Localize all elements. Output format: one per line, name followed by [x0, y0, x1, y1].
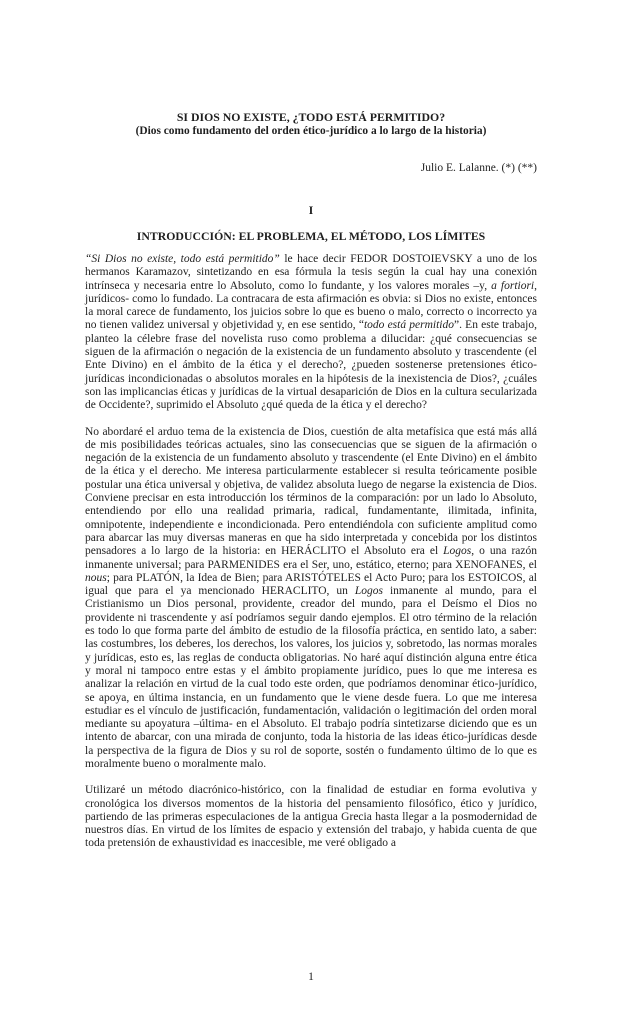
page-number: 1 — [308, 971, 314, 983]
text-segment: ; para PLATÓN, la Idea de Bien; para ARISTÓTELES el Acto Puro; para los ESTOICOS, al igual que para el ya mencionado HERACLITO, un — [85, 571, 537, 598]
paragraph-intro-thesis — [85, 253, 537, 413]
text-segment: , o una razón inmanente universal; para PARMENIDES era el Ser, uno, estático, eterno; para XENOFANES, el — [85, 545, 537, 571]
author-line: Julio E. Lalanne. (*) (**) — [420, 162, 537, 174]
text-segment: le hace decir FEDOR DOSTOIEVSKY a uno de los hermanos Karamazov, sintetizando en esa fórmula la tesis según la cual hay una conexión intrínseca y necesaria entre lo Absoluto, como lo fundante, y los valores morales –y, — [85, 253, 537, 292]
text-segment: “Si Dios no existe, todo está permitido” — [85, 253, 280, 265]
text-segment: todo está permitido — [363, 319, 454, 332]
paragraph-method — [85, 784, 537, 850]
text-segment: nous — [85, 571, 107, 584]
text-segment: Logos — [443, 545, 472, 558]
text-segment: Utilizaré un método diacrónico-histórico, con la finalidad de estudiar en forma evolutiva y cronológica los diversos momentos de la historia del pensamiento filosófico, ético y jurídico, partiendo de las primeras especulaciones de la antigua Grecia hasta llegar a la posmodernidad de nuestros días. En virtud de los límites de espacio y extensión del trabajo, y habida cuenta de que toda pretensión de exhaustividad es inaccesible, me veré obligado a — [85, 784, 537, 850]
section-number: I — [308, 203, 314, 217]
text-segment: ”. En este trabajo, planteo la célebre frase del novelista ruso como problema a dilucidar: ¿qué consecuencias se siguen de la afirmación o negación de la existencia de un fundamento absoluto y trascendente (el Ente Divino) en el ámbito de la ética y el derecho?, ¿pueden sostenerse pretensiones ético-jurídicas incondicionadas o absolutos morales en la hipótesis de la inexistencia de Dios?, ¿cuáles son las implicancias éticas y jurídicas de la virtual desaparición de Dios en la cultura secularizada de Occidente?, suprimido el Absoluto ¿qué queda de la ética y el derecho? — [85, 319, 537, 412]
text-segment: a fortiori — [491, 279, 535, 292]
section-heading: INTRODUCCIÓN: EL PROBLEMA, EL MÉTODO, LOS LÍMITES — [136, 229, 486, 243]
text-segment: inmanente al mundo, para el Cristianismo un Dios personal, providente, creador del mundo, para el Deísmo el Dios no providente ni trascendente y así podríamos seguir dando ejemplos. El otro término de la relación es todo lo que forma parte del ámbito de estudio de la filosofía práctica, en sentido lato, a saber: las costumbres, los deberes, los derechos, los valores, los juicios y, sobretodo, las normas morales y jurídicas, esto es, las reglas de conducta obligatorias. No haré aquí distinción alguna entre ética y moral ni tampoco entre estas y el ámbito propiamente jurídico, pues lo que me interesa es analizar la relación en virtud de la cual todo este orden, que podríamos denominar ético-jurídico, se apoya, en última instancia, en un fundamento que le viene desde fuera. Lo que me interesa estudiar es el vínculo de justificación, fundamentación, validación o legitimación del orden moral mediante su apoyatura –última- en el Absoluto. El trabajo podría sintetizarse diciendo que es un intento de abarcar, con una mirada de conjunto, toda la historia de las ideas ético-jurídicas desde la perspectiva de la figura de Dios y su rol de soporte, sostén o fundamento último de lo que es moralmente bueno o moralmente malo. — [85, 585, 538, 770]
paragraph-scope-absolute — [85, 426, 537, 772]
text-segment: No abordaré el arduo tema de la existencia de Dios, cuestión de alta metafísica que está más allá de mis posibilidades teóricas actuales, sino las consecuencias que se siguen de la afirmación o negación de la existencia de un fundamento absoluto y trascendente (el Ente Divino) en el ámbito de la ética y el derecho. Me interesa particularmente establecer si resulta teóricamente posible postular una ética universal y objetiva, de validez absoluta luego de negarse la existencia de Dios. Conviene precisar en esta introducción los términos de la comparación: por un lado lo Absoluto, entendiendo por ello una realidad primaria, radical, fundamentante, ilimitada, infinita, omnipotente, independiente e incondicionada. Pero entendiéndola con suficiente amplitud como para abarcar las muy diversas maneras en que ha sido interpretada y concebida por los distintos pensadores a lo largo de la historia: en HERÁCLITO el Absoluto era el — [85, 425, 537, 558]
document-title: SI DIOS NO EXISTE, ¿TODO ESTÁ PERMITIDO? — [176, 110, 446, 124]
text-segment: Logos — [354, 585, 384, 598]
text-segment: , jurídicos- como lo fundado. La contracara de esta afirmación es obvia: si Dios no existe, entonces la moral carece de fundamento, los juicios sobre lo que es bueno o malo, correcto o incorrecto ya no tienen validez universal y objetividad y, en ese sentido, “ — [85, 279, 538, 332]
document-subtitle: (Dios como fundamento del orden ético-jurídico a lo largo de la historia) — [135, 125, 487, 137]
